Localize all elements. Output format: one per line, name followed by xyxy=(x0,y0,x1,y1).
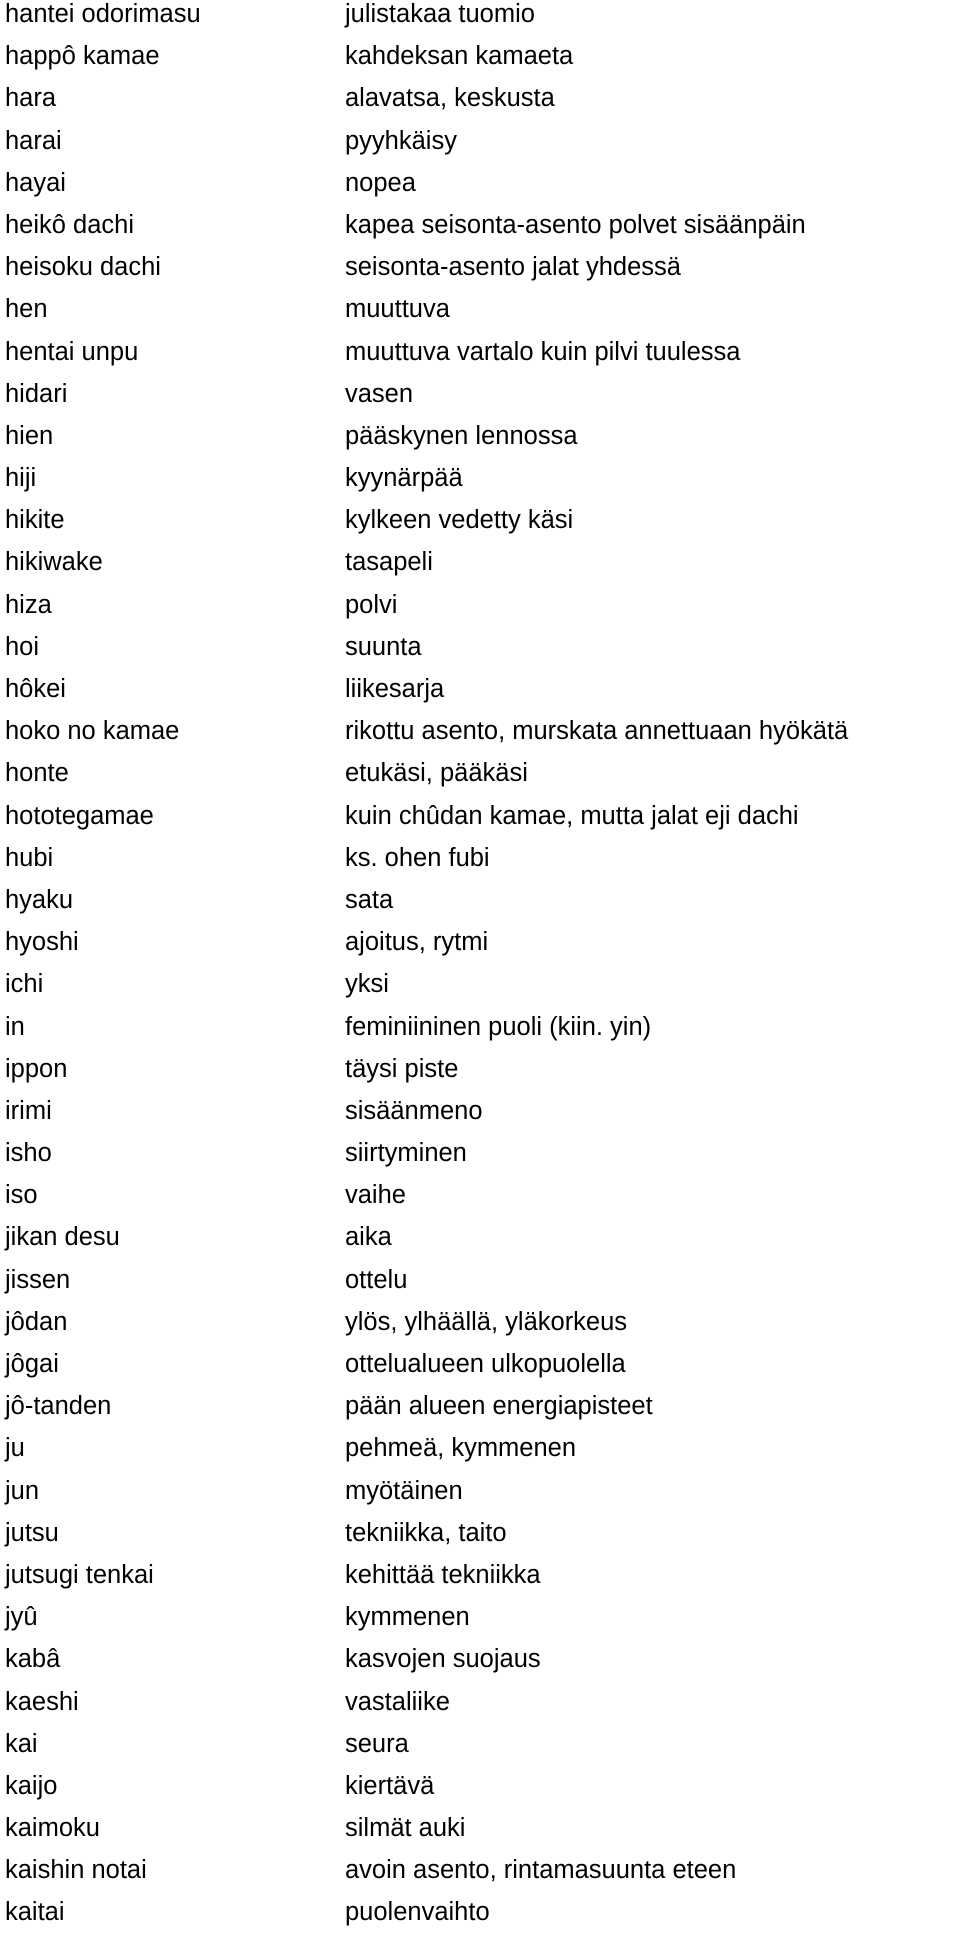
glossary-definition: aika xyxy=(345,1223,392,1252)
glossary-definition: kiertävä xyxy=(345,1771,435,1800)
glossary-term: hikite xyxy=(5,506,65,535)
glossary-term: jôdan xyxy=(5,1307,68,1336)
glossary-definition: ottelualueen ulkopuolella xyxy=(345,1350,626,1378)
glossary-definition: täysi piste xyxy=(345,1054,459,1083)
glossary-term: hototegamae xyxy=(5,801,154,830)
glossary-row xyxy=(0,506,960,548)
glossary-definition: muuttuva vartalo kuin pilvi tuulessa xyxy=(345,337,741,366)
glossary-definition: seura xyxy=(345,1729,409,1758)
glossary-term: jyû xyxy=(5,1603,38,1632)
glossary-definition: muuttuva xyxy=(345,295,450,324)
glossary-term: honte xyxy=(5,759,69,788)
glossary-row xyxy=(0,1013,960,1055)
glossary-term: jissen xyxy=(5,1265,71,1294)
glossary-definition: julistakaa tuomio xyxy=(345,0,535,28)
glossary-term: jikan desu xyxy=(5,1223,120,1252)
glossary-term: ju xyxy=(5,1434,25,1463)
glossary-term: kabâ xyxy=(5,1645,61,1674)
glossary-term: ippon xyxy=(5,1054,68,1083)
glossary-definition: kymmenen xyxy=(345,1603,470,1632)
glossary-definition: ks. ohen fubi xyxy=(345,843,490,872)
glossary-definition: etukäsi, pääkäsi xyxy=(345,759,528,788)
glossary-row xyxy=(0,1434,960,1476)
glossary-definition: avoin asento, rintamasuunta eteen xyxy=(345,1856,737,1885)
glossary-definition: pään alueen energiapisteet xyxy=(345,1392,653,1421)
glossary-term: iso xyxy=(5,1181,38,1210)
glossary-definition: kuin chûdan kamae, mutta jalat eji dachi xyxy=(345,801,799,830)
glossary-term: jun xyxy=(5,1476,40,1505)
glossary-definition: ylös, ylhäällä, yläkorkeus xyxy=(345,1307,628,1336)
glossary-term: irimi xyxy=(5,1096,52,1125)
glossary-term: hiji xyxy=(5,464,37,493)
glossary-definition: tekniikka, taito xyxy=(345,1518,507,1547)
glossary-term: jô-tanden xyxy=(5,1392,112,1421)
glossary-term: hayai xyxy=(5,168,66,197)
glossary-term: hubi xyxy=(5,843,54,872)
glossary-term: hoi xyxy=(5,632,40,661)
glossary-row xyxy=(0,1898,960,1940)
glossary-definition: feminiininen puoli (kiin. yin) xyxy=(345,1012,652,1041)
glossary-row xyxy=(0,1772,960,1814)
glossary-row xyxy=(0,127,960,169)
glossary-definition: suunta xyxy=(345,632,422,661)
glossary-term: heisoku dachi xyxy=(5,253,161,282)
glossary-definition: liikesarja xyxy=(345,675,445,703)
glossary-row xyxy=(0,422,960,464)
glossary-row xyxy=(0,338,960,380)
glossary-definition: vastaliike xyxy=(345,1687,450,1716)
glossary-row xyxy=(0,548,960,590)
glossary-term: hen xyxy=(5,295,48,324)
glossary-term: isho xyxy=(5,1139,52,1168)
glossary-term: ichi xyxy=(5,970,44,999)
glossary-term: in xyxy=(5,1012,25,1041)
glossary-definition: kasvojen suojaus xyxy=(345,1645,541,1674)
glossary-row xyxy=(0,1097,960,1139)
glossary-definition: pehmeä, kymmenen xyxy=(345,1434,577,1463)
glossary-definition: sisäänmeno xyxy=(345,1096,483,1125)
glossary-definition: nopea xyxy=(345,168,416,197)
glossary-row xyxy=(0,928,960,970)
glossary-definition: kehittää tekniikka xyxy=(345,1560,541,1589)
glossary-row xyxy=(0,1181,960,1223)
glossary-definition: ottelu xyxy=(345,1265,408,1294)
glossary-row xyxy=(0,1688,960,1730)
glossary-term: hara xyxy=(5,84,57,113)
glossary-row xyxy=(0,1730,960,1772)
glossary-definition: silmät auki xyxy=(345,1814,466,1843)
glossary-definition: sata xyxy=(345,885,394,914)
glossary-term: kaishin notai xyxy=(5,1856,147,1885)
glossary-definition: kylkeen vedetty käsi xyxy=(345,506,574,535)
glossary-term: kai xyxy=(5,1729,38,1758)
glossary-row xyxy=(0,1645,960,1687)
glossary-term: hoko no kamae xyxy=(5,717,180,746)
glossary-term: hentai unpu xyxy=(5,337,139,366)
glossary-term: hien xyxy=(5,421,54,450)
glossary-row xyxy=(0,1561,960,1603)
glossary-row xyxy=(0,1139,960,1181)
glossary-row xyxy=(0,633,960,675)
glossary-term: hôkei xyxy=(5,675,66,703)
glossary-term: heikô dachi xyxy=(5,210,135,239)
glossary-definition: kahdeksan kamaeta xyxy=(345,42,574,71)
glossary-row xyxy=(0,591,960,633)
glossary-term: hidari xyxy=(5,379,68,408)
glossary-term: kaeshi xyxy=(5,1687,79,1716)
glossary-definition: vaihe xyxy=(345,1181,406,1210)
glossary-term: hikiwake xyxy=(5,548,103,577)
glossary-term: hyoshi xyxy=(5,928,79,957)
glossary-definition: siirtyminen xyxy=(345,1139,467,1168)
glossary-term: kaijo xyxy=(5,1771,58,1800)
glossary-definition: yksi xyxy=(345,970,389,999)
glossary-definition: puolenvaihto xyxy=(345,1898,490,1927)
glossary-term: harai xyxy=(5,126,62,155)
glossary-term: hiza xyxy=(5,590,52,619)
glossary-definition: pääskynen lennossa xyxy=(345,421,578,450)
glossary-definition: rikottu asento, murskata annettuaan hyökätä xyxy=(345,717,849,746)
glossary-definition: seisonta-asento jalat yhdessä xyxy=(345,253,681,282)
glossary-term: kaitai xyxy=(5,1898,65,1927)
glossary-term: happô kamae xyxy=(5,42,160,71)
glossary-definition: kapea seisonta-asento polvet sisäänpäin xyxy=(345,210,806,239)
glossary-definition: vasen xyxy=(345,379,414,408)
glossary-row xyxy=(0,844,960,886)
glossary-definition: tasapeli xyxy=(345,548,433,577)
glossary-term: jutsugi tenkai xyxy=(5,1560,154,1589)
glossary-definition: pyyhkäisy xyxy=(345,126,457,155)
glossary-row xyxy=(0,1223,960,1265)
glossary-definition: polvi xyxy=(345,590,398,619)
glossary-term: jôgai xyxy=(5,1350,59,1378)
glossary-definition: kyynärpää xyxy=(345,464,463,493)
glossary-row xyxy=(0,84,960,126)
glossary-term: kaimoku xyxy=(5,1814,100,1843)
glossary-row xyxy=(0,253,960,295)
glossary-definition: alavatsa, keskusta xyxy=(345,84,555,113)
glossary-definition: myötäinen xyxy=(345,1476,463,1505)
glossary-term: jutsu xyxy=(5,1518,59,1547)
glossary-definition: ajoitus, rytmi xyxy=(345,928,489,957)
glossary-term: hantei odorimasu xyxy=(5,0,201,28)
glossary-term: hyaku xyxy=(5,885,74,914)
